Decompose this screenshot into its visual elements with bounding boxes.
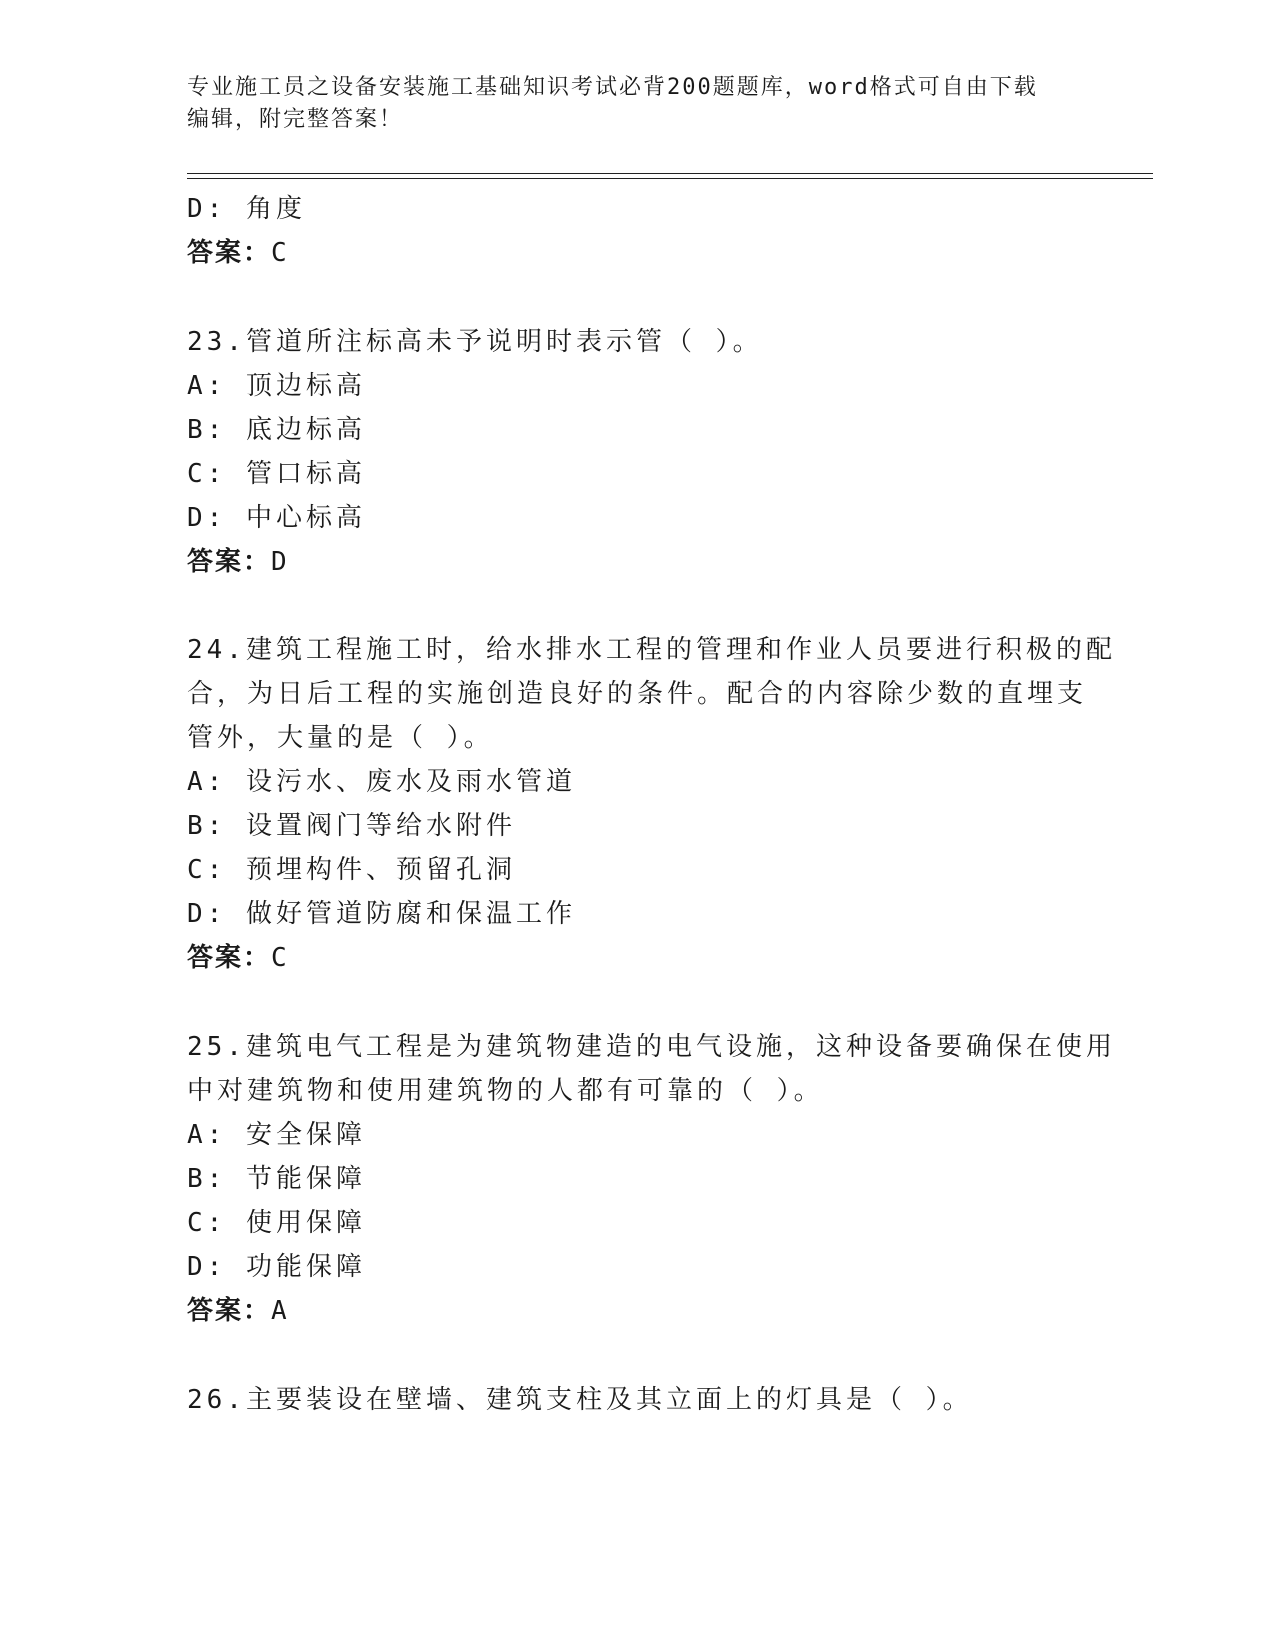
q24-answer: [187, 941, 289, 975]
q24-option-d: D: 做好管道防腐和保温工作: [187, 899, 576, 929]
header-title-line2: 编辑，附完整答案！: [187, 107, 404, 132]
document-header: [187, 72, 1087, 136]
q25-stem-line1: 25.建筑电气工程是为建筑物建造的电气设施，这种设备要确保在使用: [187, 1032, 1116, 1062]
q23-option-c: C: 管口标高: [187, 459, 366, 489]
q23-stem: 23.管道所注标高未予说明时表示管（ ）。: [187, 327, 763, 357]
q25-answer: [187, 1294, 289, 1328]
q23-option-a: A: 顶边标高: [187, 371, 366, 401]
q24-option-c: C: 预埋构件、预留孔洞: [187, 855, 516, 885]
header-rule-top: [187, 173, 1153, 174]
q24-stem-line3: 管外，大量的是（ ）。: [187, 723, 494, 753]
q25-option-b: B: 节能保障: [187, 1164, 366, 1194]
q25-option-c: C: 使用保障: [187, 1208, 366, 1238]
q23-answer-label: 答案：: [187, 547, 272, 577]
q25-option-a: A: 安全保障: [187, 1120, 366, 1150]
q24-option-b: B: 设置阀门等给水附件: [187, 811, 516, 841]
q22-answer: [187, 236, 289, 270]
q26-stem: 26.主要装设在壁墙、建筑支柱及其立面上的灯具是（ ）。: [187, 1385, 973, 1415]
q25-stem-line2: 中对建筑物和使用建筑物的人都有可靠的（ ）。: [187, 1076, 824, 1106]
q22-answer-value: C: [271, 238, 289, 268]
header-rule-bottom: [187, 178, 1153, 179]
q24-stem-line2: 合，为日后工程的实施创造良好的条件。配合的内容除少数的直埋支: [187, 679, 1088, 709]
q24-option-a: A: 设污水、废水及雨水管道: [187, 767, 576, 797]
q23-answer: [187, 545, 289, 579]
q25-answer-label: 答案：: [187, 1296, 272, 1326]
q23-answer-value: D: [271, 547, 289, 577]
q24-answer-value: C: [271, 943, 289, 973]
q24-stem-line1: 24.建筑工程施工时，给水排水工程的管理和作业人员要进行积极的配: [187, 635, 1116, 665]
header-title-line1: 专业施工员之设备安装施工基础知识考试必背200题题库，word格式可自由下载: [187, 75, 1038, 100]
q22-answer-label: 答案：: [187, 238, 272, 268]
q22-option-d: D: 角度: [187, 194, 306, 224]
q23-option-b: B: 底边标高: [187, 415, 366, 445]
q23-option-d: D: 中心标高: [187, 503, 366, 533]
q25-option-d: D: 功能保障: [187, 1252, 366, 1282]
q24-answer-label: 答案：: [187, 943, 272, 973]
q25-answer-value: A: [271, 1296, 289, 1326]
